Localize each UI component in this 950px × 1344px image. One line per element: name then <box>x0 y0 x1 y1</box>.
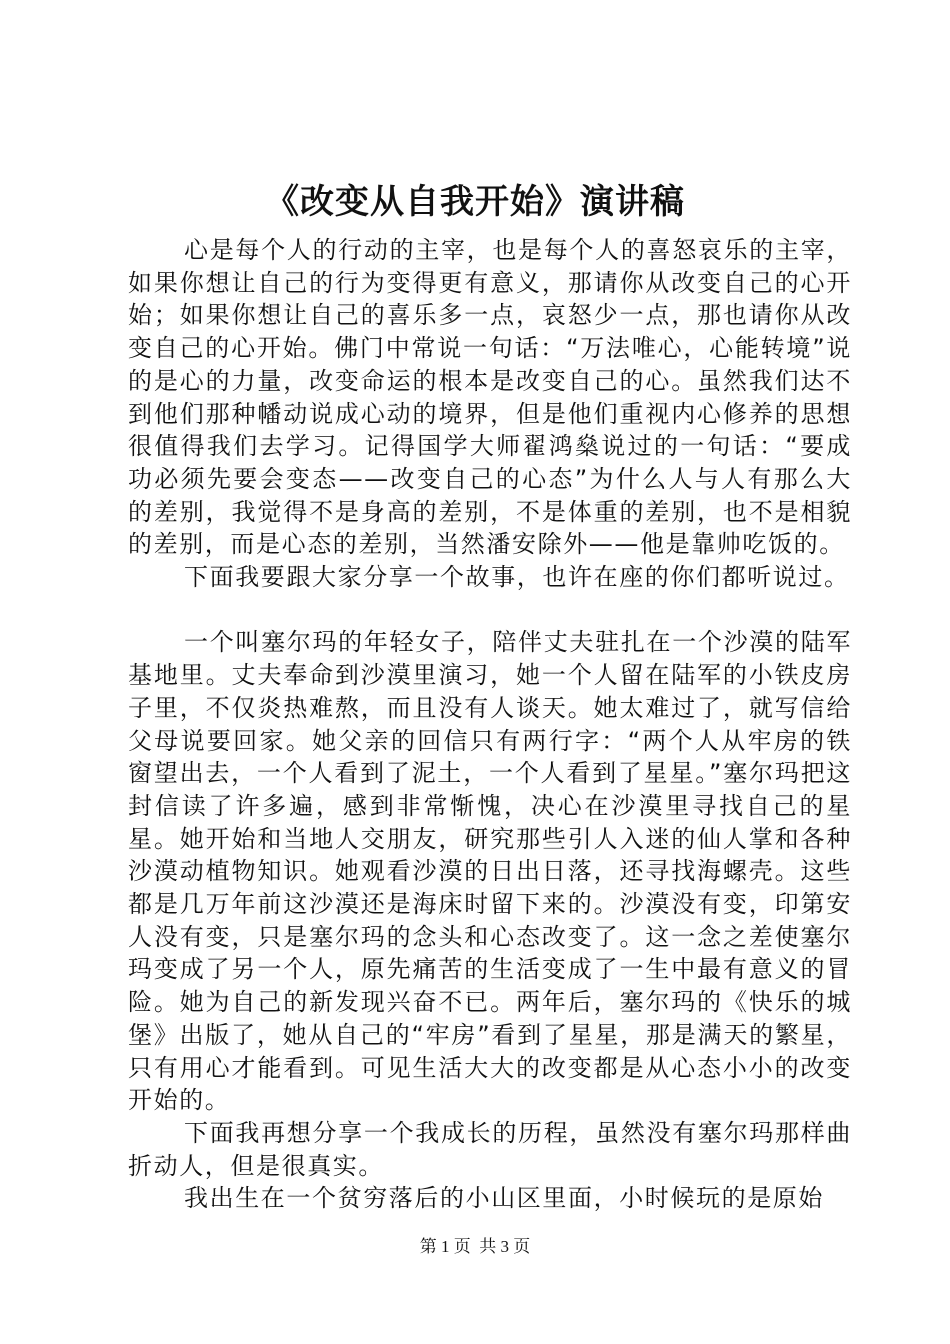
page-number: 第 1 页 共 3 页 <box>419 1237 531 1256</box>
document-title: 《改变从自我开始》演讲稿 <box>265 182 685 222</box>
page-footer <box>0 1236 950 1258</box>
paragraph-personal-story: 我出生在一个贫穷落后的小山区里面，小时候玩的是原始 <box>184 1184 824 1213</box>
paragraph-spacer <box>128 594 852 627</box>
document-body <box>128 234 852 1215</box>
paragraph-intro: 心是每个人的行动的主宰，也是每个人的喜怒哀乐的主宰，如果你想让自己的行为变得更有意义，那请你从改变自己的心开始；如果你想让自己的喜乐多一点，哀怒少一点，那也请你从改变自己的心开始。佛门中常说一句话：“万法唯心，心能转境”说的是心的力量，改变命运的根本是改变自己的心。虽然我们达不到他们那种幡动说成心动的境界，但是他们重视内心修养的思想很值得我们去学习。记得国学大师翟鸿燊说过的一句话：“要成功必须先要会变态——改变自己的心态”为什么人与人有那么大的差别，我觉得不是身高的差别，不是体重的差别，也不是相貌的差别，而是心态的差别，当然潘安除外——他是靠帅吃饭的。 <box>128 236 852 559</box>
paragraph-story-lead: 下面我要跟大家分享一个故事，也许在座的你们都听说过。 <box>184 563 850 592</box>
paragraph-personal-lead: 下面我再想分享一个我成长的历程，虽然没有塞尔玛那样曲折动人，但是很真实。 <box>128 1118 852 1180</box>
paragraph-story-selma: 一个叫塞尔玛的年轻女子，陪伴丈夫驻扎在一个沙漠的陆军基地里。丈夫奉命到沙漠里演习，她一个人留在陆军的小铁皮房子里，不仅炎热难熬，而且没有人谈天。她太难过了，就写信给父母说要回家。她父亲的回信只有两行字：“两个人从牢房的铁窗望出去，一个人看到了泥土，一个人看到了星星。”塞尔玛把这封信读了许多遍，感到非常惭愧，决心在沙漠里寻找自己的星星。她开始和当地人交朋友，研究那些引人入迷的仙人掌和各种沙漠动植物知识。她观看沙漠的日出日落，还寻找海螺壳。这些都是几万年前这沙漠还是海床时留下来的。沙漠没有变，印第安人没有变，只是塞尔玛的念头和心态改变了。这一念之差使塞尔玛变成了另一个人，原先痛苦的生活变成了一生中最有意义的冒险。她为自己的新发现兴奋不已。两年后，塞尔玛的《快乐的城堡》出版了，她从自己的“牢房”看到了星星，那是满天的繁星，只有用心才能看到。可见生活大大的改变都是从心态小小的改变开始的。 <box>128 628 852 1115</box>
